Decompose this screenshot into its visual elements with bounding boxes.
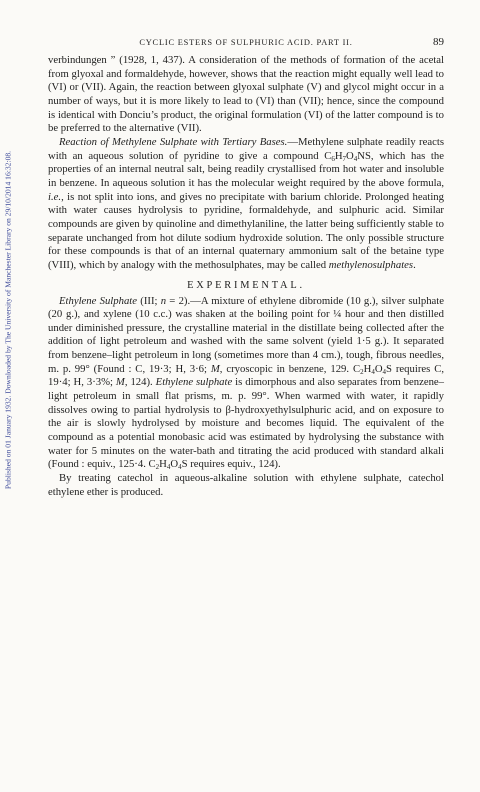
paragraph-catechol: By treating catechol in aqueous-alkaline solution with ethylene sulphate, catechol ethylene ether is produced. bbox=[48, 472, 444, 498]
running-title: CYCLIC ESTERS OF SULPHURIC ACID. PART II. bbox=[139, 38, 353, 47]
download-watermark-text: Published on 01 January 1932. Downloaded by The University of Manchester Library on 29/10/2014 16:32:08. bbox=[3, 150, 13, 490]
paragraph-methylene-sulphate: Reaction of Methylene Sulphate with Tertiary Bases.—Methylene sulphate readily reacts with an aqueous solution of pyridine to give a compound $C_6H_7O_4NS$, which has the properties of an internal neutral salt, being readily crystallised from hot water and insoluble in benzene. In aqueous solution it has the molecular weight required by the above formula, i.e., is not split into ions, and gives no precipitate with barium chloride. Prolonged heating with water causes hydrolysis to pyridine, formaldehyde, and sulphuric acid. Similar compounds are given by quinoline and dimethylaniline, the latter being sufficiently stable to separate unchanged from hot dilute sodium hydroxide solution. The only possible structure for these compounds is that of an internal quaternary ammonium salt of the betaine type (VIII), which by analogy with the methosulphates, may be called methylenosulphates. bbox=[48, 135, 444, 271]
paragraph-ethylene-sulphate: Ethylene Sulphate (III; n = 2).—A mixture of ethylene dibromide (10 g.), silver sulphate (20 g.), and xylene (10 c.c.) was shaken at the boiling point for ¼ hour and then distilled under diminished pressure, the crystalline material in the distillate being collected after the addition of light petroleum and washed with the same solvent (yield 1·5 g.). It separated from benzene–light petroleum in long (sometimes more than 4 cm.), tough, fibrous needles, m. p. 99° (Found : C, 19·3; H, 3·6; M, cryoscopic in benzene, 129. $C_2H_4O_4S$ requires C, 19·4; H, 3·3%; M, 124). Ethylene sulphate is dimorphous and also separates from benzene–light petroleum in small flat prisms, m. p. 99°. When warmed with water, it rapidly dissolves owing to partial hydrolysis to β-hydroxyethylsulphuric acid, and on exposure to the air is slowly hydrolysed by moisture and becomes liquid. The equivalent of the compound as a potential monobasic acid was estimated by hydrolysing the substance with water for 5 minutes on the water-bath and titrating the acid produced with standard alkali (Found : equiv., 125·4. $C_2H_4O_4S$ requires equiv., 124). bbox=[48, 294, 445, 472]
download-watermark bbox=[3, 40, 13, 600]
body-text bbox=[48, 54, 444, 499]
section-heading-experimental: EXPERIMENTAL. bbox=[187, 279, 305, 291]
journal-page bbox=[48, 38, 444, 499]
paragraph-acetal-discussion: verbindungen ” (1928, 1, 437). A consideration of the methods of formation of the acetal from glyoxal and formaldehyde, however, shows that the reaction might equally well lead to (VI) or (VII). Again, the reaction between glyoxal sulphate (V) and glycol might occur in a number of ways, but it is more likely to lead to (VI) than (VII); hence, since the compound is identical with Donciu’s product, the original formulation (VI) of the latter compound is to be preferred to the alternative (VII). bbox=[48, 54, 444, 135]
page-number: 89 bbox=[433, 36, 444, 48]
running-head bbox=[48, 38, 444, 54]
paragraph-title: Ethylene Sulphate bbox=[59, 294, 138, 307]
paragraph-title: Reaction of Methylene Sulphate with Tertiary Bases. bbox=[59, 135, 288, 148]
defined-term: methylenosulphates bbox=[328, 258, 414, 271]
